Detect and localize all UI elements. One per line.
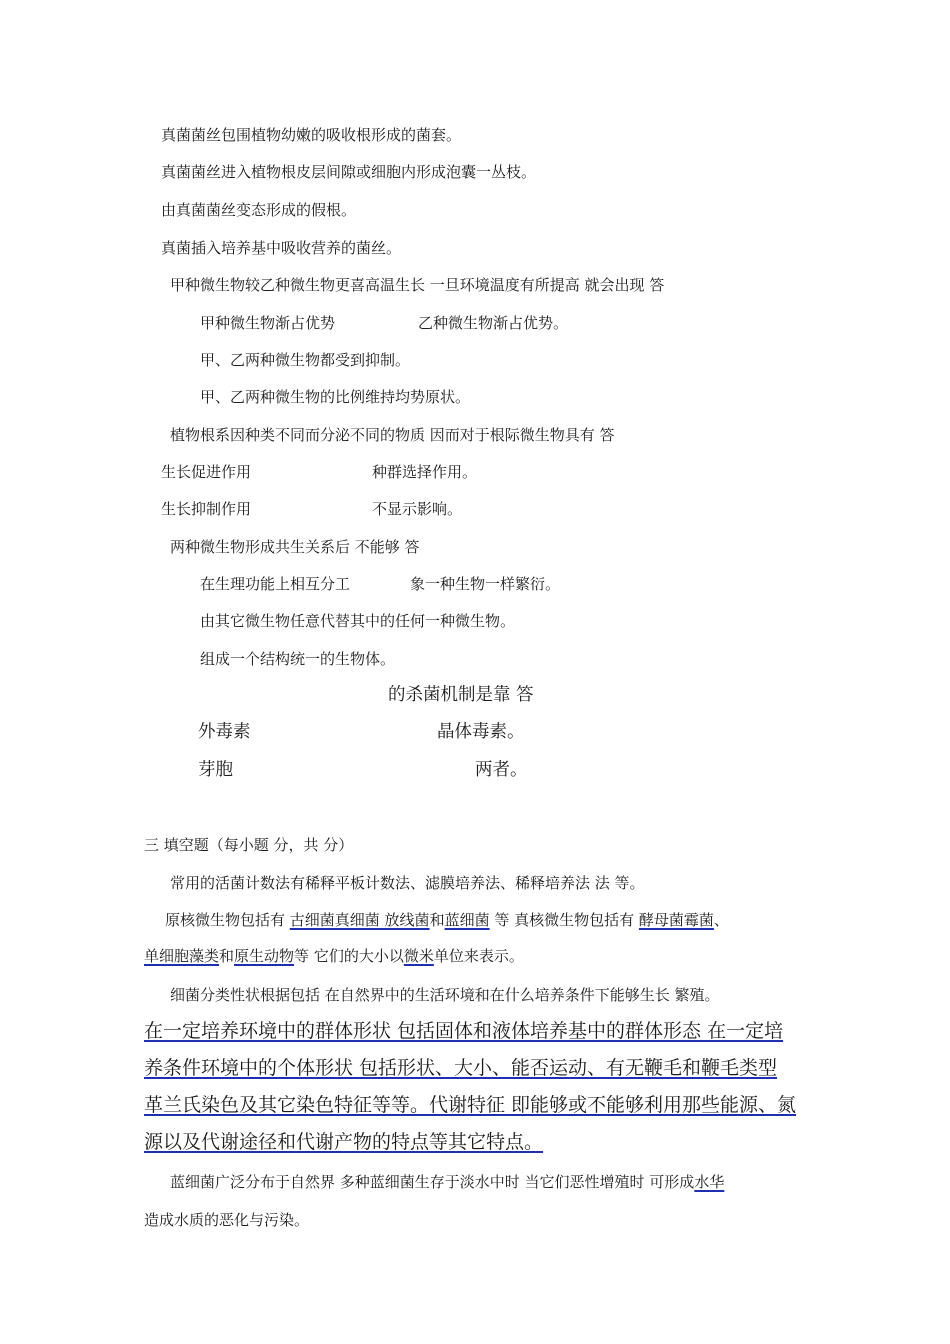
option-line: 芽胞 [198,760,233,780]
option-line: 甲种微生物渐占优势 [200,314,336,332]
text-span: 等 真核微生物包括有 [489,911,639,929]
answer-underline: 水华 [694,1173,725,1191]
fill-question: 常用的活菌计数法有稀释平板计数法、滤膜培养法、稀释培养法 法 等。 [170,874,645,892]
answer-underline: 微米 [403,947,434,965]
option-line: 由其它微生物任意代替其中的任何一种微生物。 [200,612,516,630]
answer-underline: 单细胞藻类 [144,947,220,965]
option-line: 不显示影响。 [372,500,463,518]
text-span: 蓝细菌广泛分布于自然界 多种蓝细菌生存于淡水中时 当它们恶性增殖时 可形成 [170,1173,695,1191]
answer-underline: 养条件环境中的个体形状 包括形状、大小、能否运动、有无鞭毛和鞭毛类型 [144,1057,778,1079]
option-line: 两者。 [475,760,528,780]
option-line: 甲、乙两种微生物都受到抑制。 [200,351,411,369]
question-line: 两种微生物形成共生关系后 不能够 答 [170,538,420,556]
answer-underline: 源以及代谢途径和代谢产物的特点等其它特点。 [144,1131,544,1153]
fill-question [170,1172,724,1192]
question-line: 植物根系因种类不同而分泌不同的物质 因而对于根际微生物具有 答 [170,426,615,444]
option-line: 外毒素 [198,722,251,742]
fill-question [165,910,729,930]
answer-line [144,1055,777,1081]
text-span: 和 [219,947,235,965]
option-line: 由真菌菌丝变态形成的假根。 [161,201,357,219]
option-line: 真菌菌丝进入植物根皮层间隙或细胞内形成泡囊一丛枝。 [161,163,537,181]
option-line: 晶体毒素。 [437,722,525,742]
option-line: 真菌菌丝包围植物幼嫩的吸收根形成的菌套。 [161,126,462,144]
option-line: 象一种生物一样繁衍。 [410,575,561,593]
question-line: 甲种微生物较乙种微生物更喜高温生长 一旦环境温度有所提高 就会出现 答 [170,276,665,294]
text-span: 单位来表示。 [433,947,524,965]
fill-question [144,946,524,966]
option-line: 种群选择作用。 [372,463,478,481]
question-line: 的杀菌机制是靠 答 [388,685,534,705]
option-line: 生长促进作用 [161,463,252,481]
answer-underline: 蓝细菌 [444,911,490,929]
option-line: 乙种微生物渐占优势。 [418,314,569,332]
text-span: 、 [713,911,729,929]
option-line: 组成一个结构统一的生物体。 [200,650,396,668]
option-line: 在生理功能上相互分工 [200,575,351,593]
answer-underline: 革兰氏染色及其它染色特征等等。代谢特征 即能够或不能够利用那些能源、氮 [144,1094,797,1116]
answer-underline: 在一定培养环境中的群体形状 包括固体和液体培养基中的群体形态 在一定培 [144,1020,784,1042]
option-line: 真菌插入培养基中吸收营养的菌丝。 [161,239,402,257]
option-line: 生长抑制作用 [161,500,252,518]
option-line: 甲、乙两种微生物的比例维持均势原状。 [200,388,471,406]
answer-underline: 原生动物 [234,947,295,965]
fill-question: 细菌分类性状根据包括 在自然界中的生活环境和在什么培养条件下能够生长 繁殖。 [170,986,720,1004]
answer-underline: 酵母菌霉菌 [638,911,714,929]
answer-line [144,1129,543,1155]
fill-question: 造成水质的恶化与污染。 [144,1211,310,1229]
text-span: 等 它们的大小以 [294,947,404,965]
text-span: 和 [429,911,445,929]
section-heading: 三 填空题（每小题 分，共 分） [144,836,354,854]
answer-line [144,1092,796,1118]
answer-underline: 古细菌真细菌 放线菌 [289,911,430,929]
answer-line [144,1018,783,1044]
text-span: 原核微生物包括有 [165,911,290,929]
